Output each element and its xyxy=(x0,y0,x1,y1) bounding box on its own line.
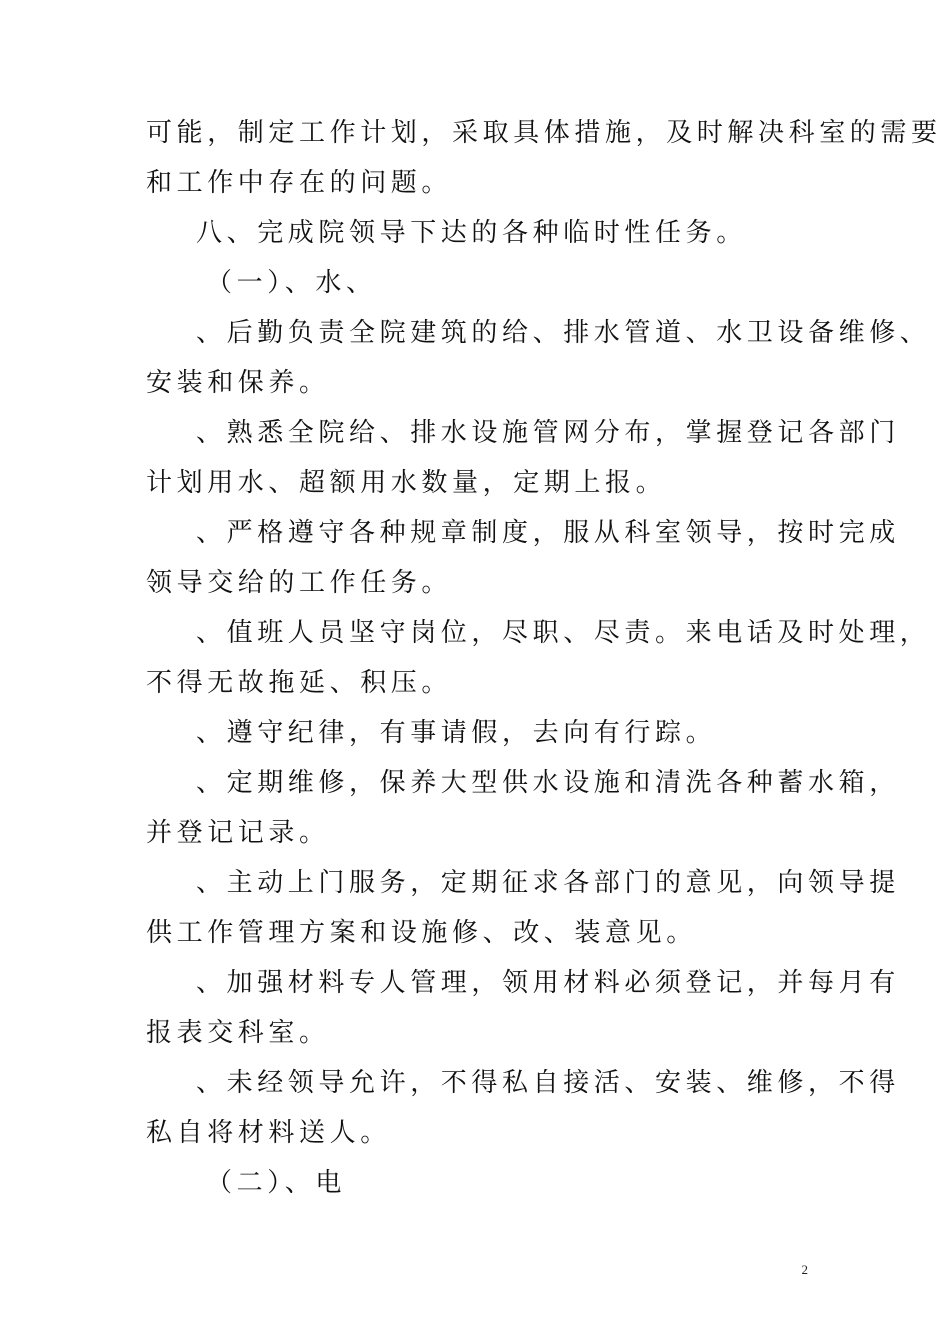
section-heading: （二）、电 xyxy=(206,1168,347,1198)
text-line: 供工作管理方案和设施修、改、装意见。 xyxy=(146,918,697,948)
text-line: 八、完成院领导下达的各种临时性任务。 xyxy=(196,218,747,248)
text-line: 和工作中存在的问题。 xyxy=(146,168,453,198)
text-line: 、未经领导允许，不得私自接活、安装、维修，不得 xyxy=(196,1068,900,1098)
section-heading: （一）、水、 xyxy=(206,268,377,298)
text-line: 、定期维修，保养大型供水设施和清洗各种蓄水箱， xyxy=(196,768,900,798)
text-line: 、后勤负责全院建筑的给、排水管道、水卫设备维修、 xyxy=(196,318,931,348)
page-number: 2 xyxy=(801,1262,808,1277)
text-line: 可能，制定工作计划，采取具体措施，及时解决科室的需要 xyxy=(146,118,942,148)
text-line: 、主动上门服务，定期征求各部门的意见，向领导提 xyxy=(196,868,900,898)
text-line: 私自将材料送人。 xyxy=(146,1118,391,1148)
text-line: 并登记记录。 xyxy=(146,818,330,848)
text-line: 报表交科室。 xyxy=(146,1018,330,1048)
text-line: 不得无故拖延、积压。 xyxy=(146,668,453,698)
text-line: 安装和保养。 xyxy=(146,368,330,398)
text-line: 、值班人员坚守岗位，尽职、尽责。来电话及时处理， xyxy=(196,618,931,648)
text-line: 、熟悉全院给、排水设施管网分布，掌握登记各部门 xyxy=(196,418,900,448)
text-line: 、加强材料专人管理，领用材料必须登记，并每月有 xyxy=(196,968,900,998)
text-line: 计划用水、超额用水数量，定期上报。 xyxy=(146,468,667,498)
text-line: 、严格遵守各种规章制度，服从科室领导，按时完成 xyxy=(196,518,900,548)
text-line: 、遵守纪律，有事请假，去向有行踪。 xyxy=(196,718,717,748)
text-line: 领导交给的工作任务。 xyxy=(146,568,453,598)
